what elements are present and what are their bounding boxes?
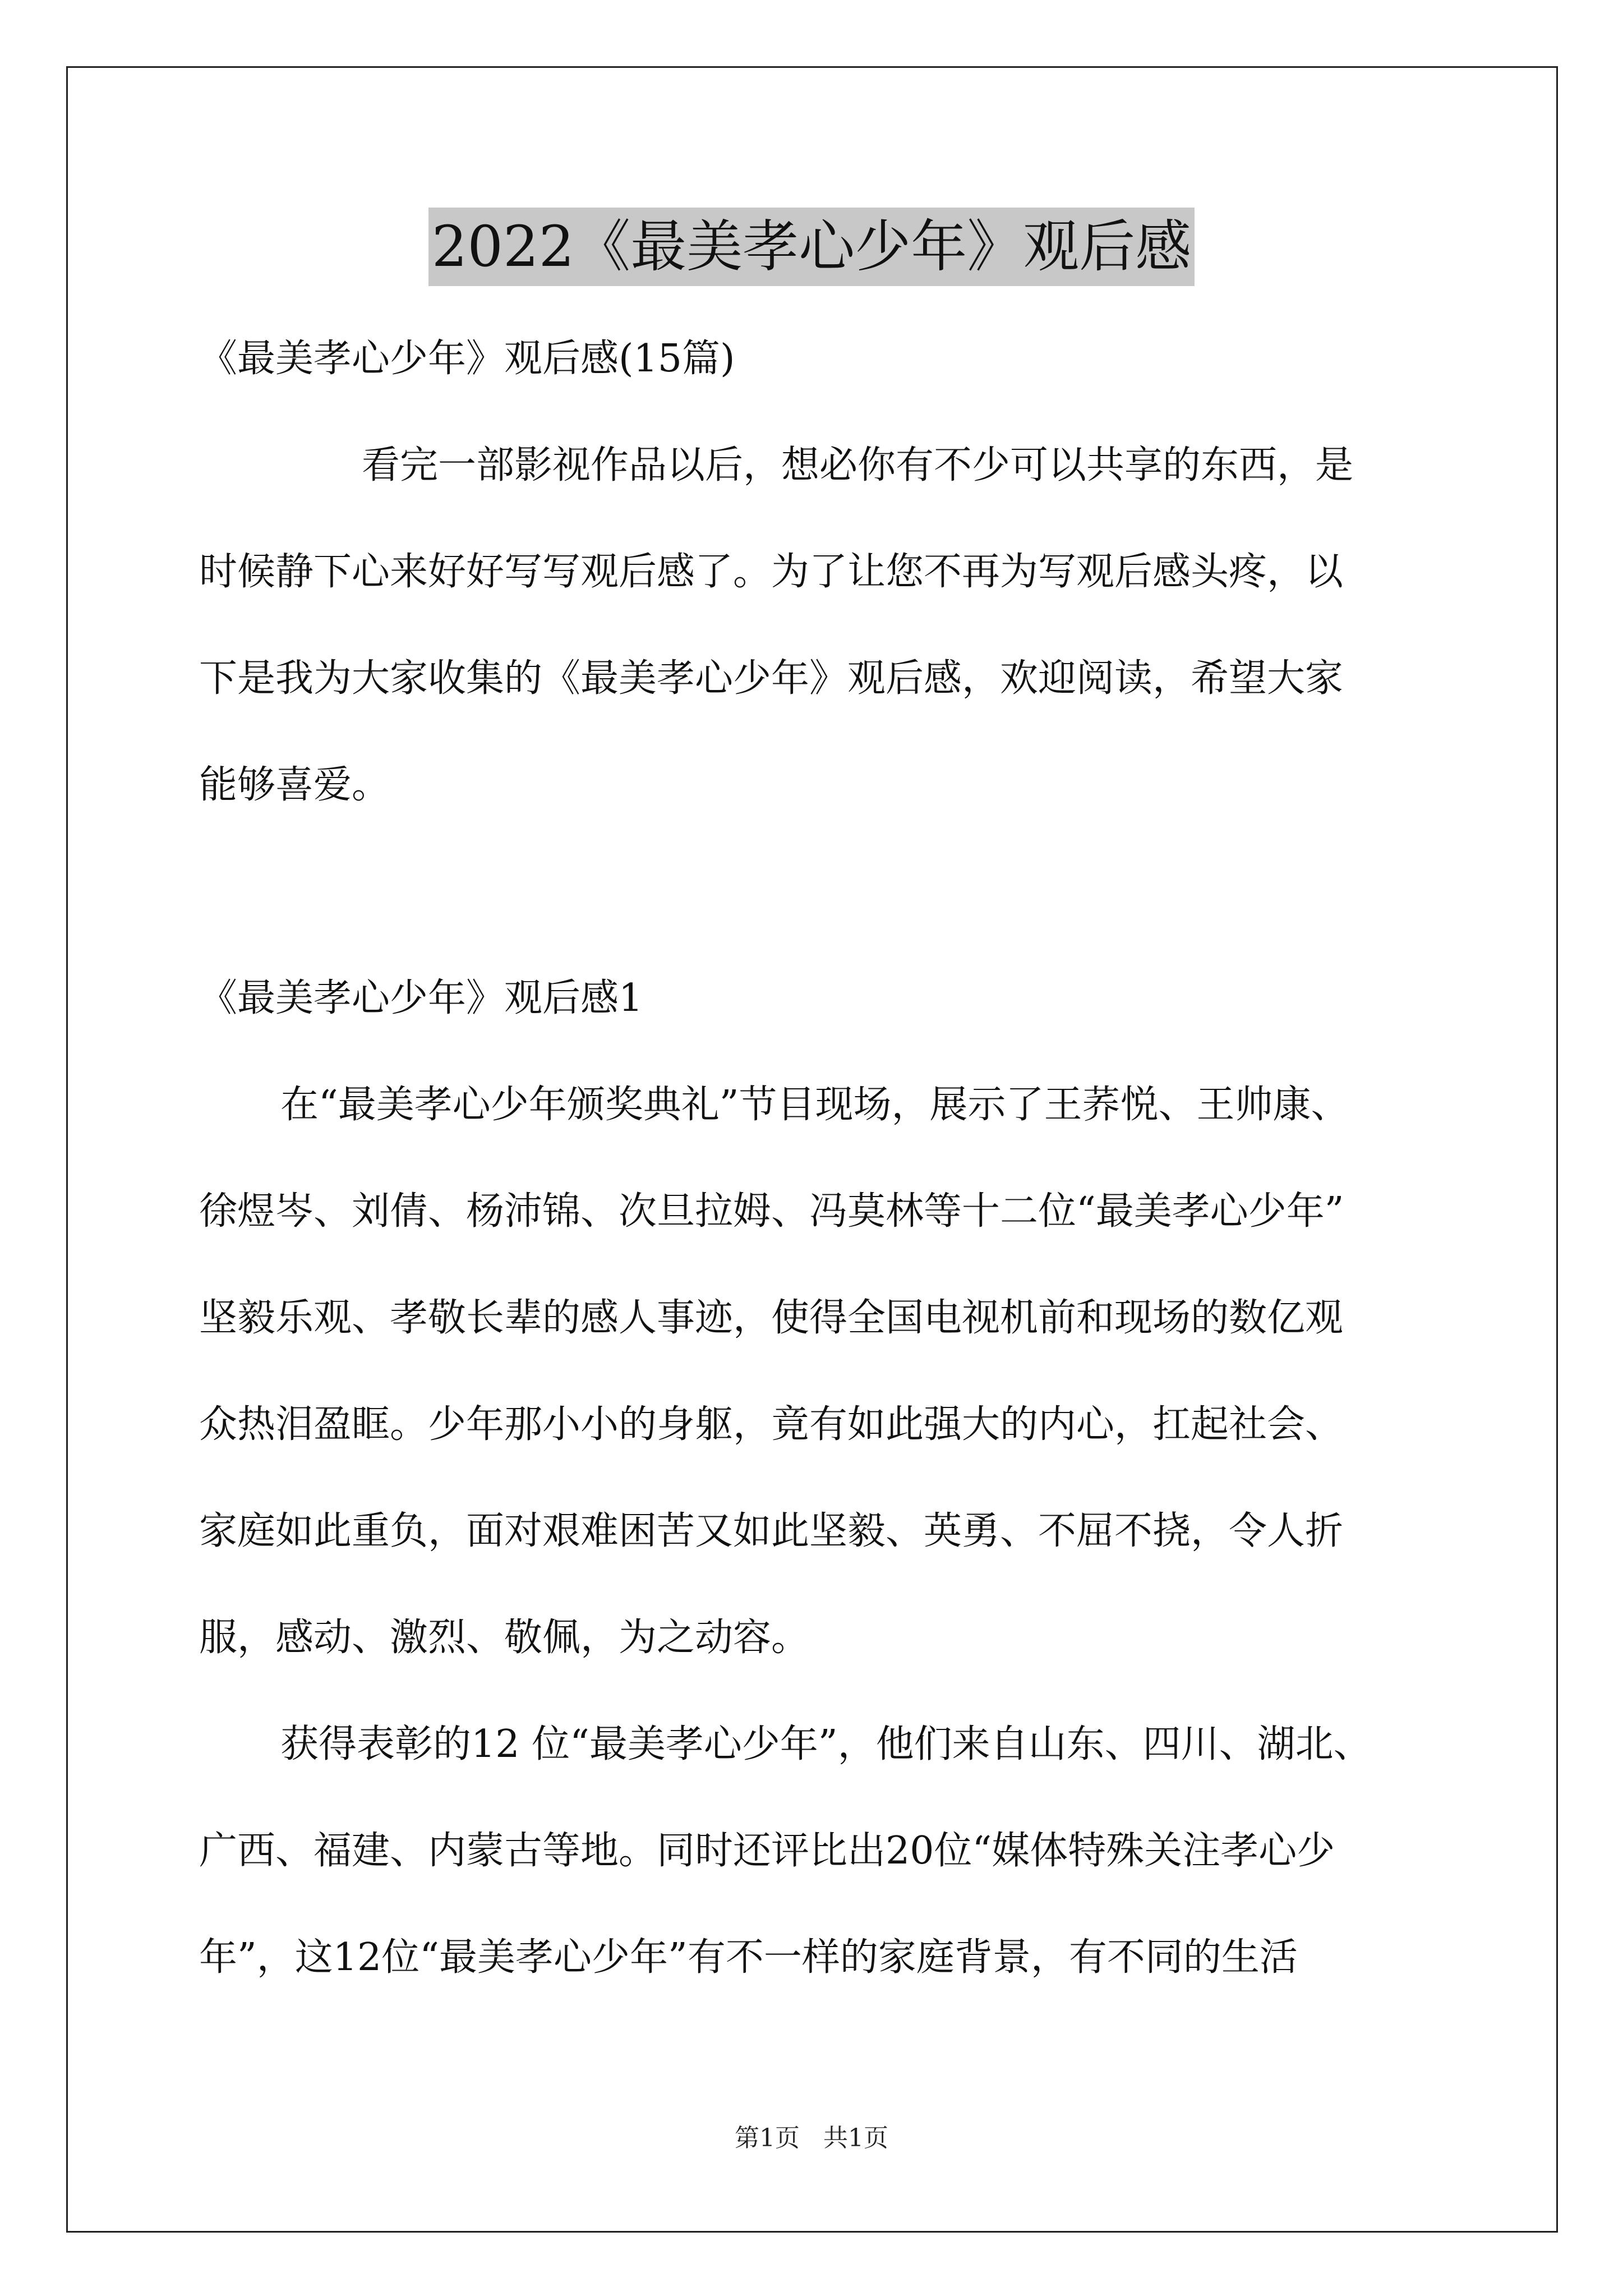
section-heading: 《最美孝心少年》观后感1 (199, 976, 643, 1020)
paragraph-line: 坚毅乐观、孝敬长辈的感人事迹，使得全国电视机前和现场的数亿观 (199, 1296, 1344, 1340)
document-title: 2022《最美孝心少年》观后感 (428, 208, 1195, 286)
paragraph-line: 家庭如此重负，面对艰难困苦又如此坚毅、英勇、不屈不挠，令人折 (199, 1509, 1344, 1553)
paragraph-line: 在“最美孝心少年颁奖典礼”节目现场，展示了王荞悦、王帅康、 (280, 1083, 1349, 1127)
paragraph-line: 获得表彰的12 位“最美孝心少年”，他们来自山东、四川、湖北、 (280, 1722, 1372, 1766)
intro-line: 时候静下心来好好写写观后感了。为了让您不再为写观后感头疼，以 (199, 550, 1344, 594)
blank-line (199, 839, 1455, 945)
page-footer (0, 2118, 1623, 2154)
paragraph-line: 徐煜岑、刘倩、杨沛锦、次旦拉姆、冯莫林等十二位“最美孝心少年” (199, 1189, 1344, 1234)
paragraph-line: 广西、福建、内蒙古等地。同时还评比出20位“媒体特殊关注孝心少 (199, 1829, 1335, 1873)
paragraph-line: 年”，这12位“最美孝心少年”有不一样的家庭背景，有不同的生活 (199, 1935, 1298, 1980)
page-number: 第1页 (735, 2124, 800, 2152)
paragraph-line: 众热泪盈眶。少年那小小的身躯，竟有如此强大的内心，扛起社会、 (199, 1402, 1344, 1447)
document-subtitle: 《最美孝心少年》观后感(15篇) (199, 337, 735, 381)
document-body (199, 306, 1455, 2011)
intro-line: 能够喜爱。 (199, 763, 390, 807)
title-container (0, 208, 1623, 286)
intro-line: 下是我为大家收集的《最美孝心少年》观后感，欢迎阅读，希望大家 (199, 656, 1344, 701)
paragraph-line: 服，感动、激烈、敬佩，为之动容。 (199, 1616, 810, 1660)
intro-line: 看完一部影视作品以后，想必你有不少可以共享的东西，是 (362, 443, 1354, 487)
page-total: 共1页 (823, 2124, 888, 2152)
